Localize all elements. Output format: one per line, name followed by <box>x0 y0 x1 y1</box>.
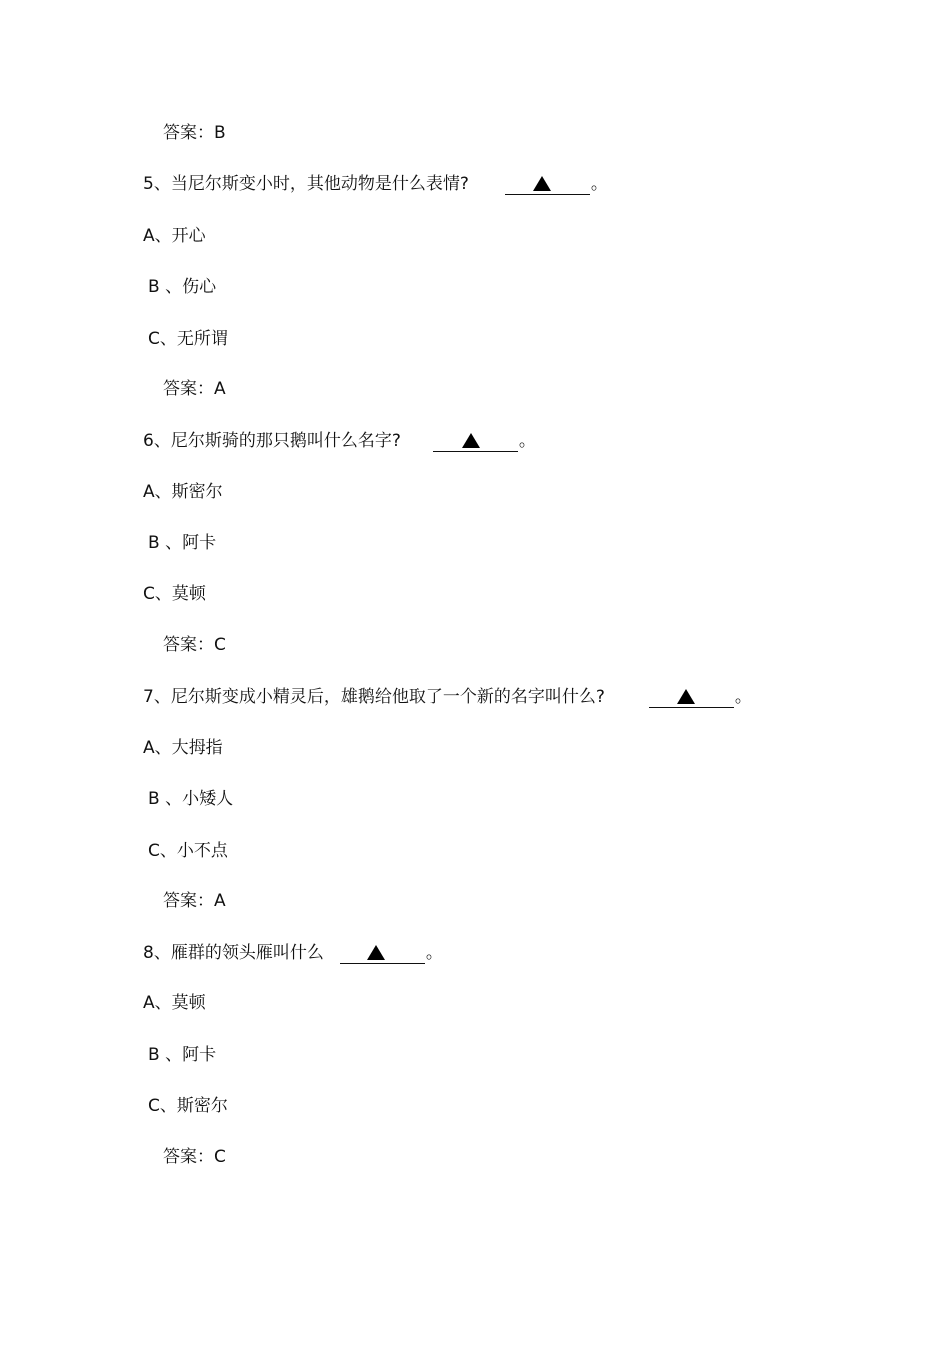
option-c <box>148 840 228 862</box>
option-b <box>148 276 216 298</box>
option-text: A、莫顿 <box>143 993 206 1013</box>
answer-label: 答案： <box>163 635 214 655</box>
answer-blank <box>649 686 734 708</box>
question-end: 。 <box>734 687 752 707</box>
option-c <box>143 583 206 605</box>
option-text: B 、阿卡 <box>148 533 217 553</box>
triangle-icon <box>462 433 480 448</box>
option-text: A、斯密尔 <box>143 482 223 502</box>
answer-value: C <box>214 1147 226 1167</box>
option-c <box>148 1095 228 1117</box>
answer-label: 答案： <box>163 1147 214 1167</box>
answer-blank <box>505 173 590 195</box>
question-end: 。 <box>590 174 608 194</box>
option-a <box>143 737 223 759</box>
option-text: C、斯密尔 <box>148 1096 228 1116</box>
option-text: C、小不点 <box>148 841 228 861</box>
question-text: 7、尼尔斯变成小精灵后，雄鹅给他取了一个新的名字叫什么? <box>143 687 605 707</box>
option-a <box>143 481 223 503</box>
answer-label: 答案： <box>163 123 214 143</box>
option-a <box>143 225 206 247</box>
option-text: C、莫顿 <box>143 584 206 604</box>
option-text: B 、小矮人 <box>148 789 234 809</box>
answer-line <box>163 634 226 656</box>
option-b <box>148 532 216 554</box>
option-text: A、开心 <box>143 226 206 246</box>
question-text: 8、雁群的领头雁叫什么 <box>143 943 324 963</box>
option-b <box>148 788 233 810</box>
option-text: B 、阿卡 <box>148 1045 217 1065</box>
answer-line <box>163 122 226 144</box>
option-c <box>148 328 228 350</box>
option-a <box>143 992 206 1014</box>
question-5 <box>143 173 608 195</box>
question-text: 5、当尼尔斯变小时，其他动物是什么表情? <box>143 174 469 194</box>
triangle-icon <box>367 945 385 960</box>
option-text: A、大拇指 <box>143 738 223 758</box>
option-text: B 、伤心 <box>148 277 217 297</box>
answer-line <box>163 1146 226 1168</box>
answer-value: A <box>214 379 226 399</box>
answer-line <box>163 378 226 400</box>
answer-value: B <box>214 123 226 143</box>
question-8 <box>143 942 443 964</box>
question-text: 6、尼尔斯骑的那只鹅叫什么名字? <box>143 431 401 451</box>
answer-value: A <box>214 891 226 911</box>
answer-value: C <box>214 635 226 655</box>
question-7 <box>143 686 752 708</box>
question-end: 。 <box>518 431 536 451</box>
triangle-icon <box>533 176 551 191</box>
option-text: C、无所谓 <box>148 329 228 349</box>
answer-line <box>163 890 226 912</box>
question-6 <box>143 430 536 452</box>
answer-blank <box>433 430 518 452</box>
answer-blank <box>340 942 425 964</box>
question-end: 。 <box>425 943 443 963</box>
triangle-icon <box>677 689 695 704</box>
option-b <box>148 1044 216 1066</box>
answer-label: 答案： <box>163 379 214 399</box>
answer-label: 答案： <box>163 891 214 911</box>
